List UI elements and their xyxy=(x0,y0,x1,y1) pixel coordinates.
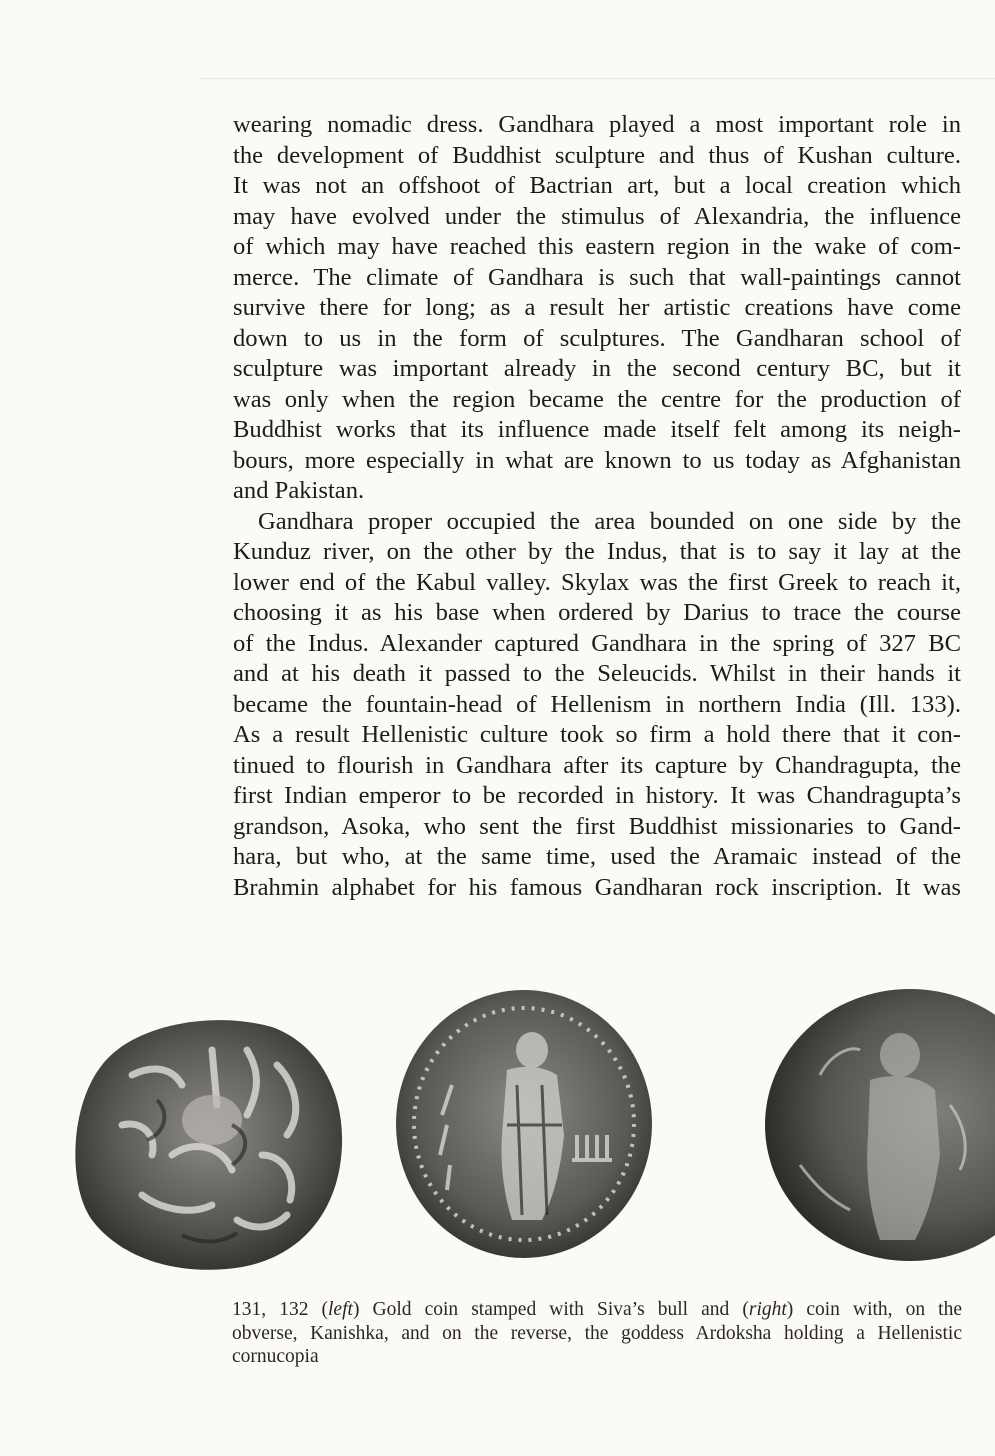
text-line: grandson, Asoka, who sent the first Buddhist missionaries to Gand- xyxy=(233,812,961,840)
coin-illustrations xyxy=(0,985,995,1275)
text-line: became the fountain-head of Hellenism in northern India (Ill. 133). xyxy=(233,690,961,718)
text-line: Buddhist works that its influence made itself felt among its neigh- xyxy=(233,416,961,443)
caption-line-3: cornucopia xyxy=(232,1346,319,1367)
text-line: of which may have reached this eastern region in the wake of com- xyxy=(233,233,961,260)
text-line: may have evolved under the stimulus of Alexandria, the influence xyxy=(233,202,961,230)
text-line: It was not an offshoot of Bactrian art, but a local creation which xyxy=(233,172,961,199)
caption-left-label: left xyxy=(328,1299,353,1320)
text-line: Brahmin alphabet for his famous Gandharan rock inscription. It was xyxy=(233,873,961,901)
text-line: hara, but who, at the same time, used the Aramaic instead of the xyxy=(233,843,961,870)
caption-text: coin with, on the xyxy=(806,1299,962,1320)
paragraph-2 xyxy=(233,507,961,904)
text-line: was only when the region became the centre for the production of xyxy=(233,385,961,413)
text-line: lower end of the Kabul valley. Skylax was the first Greek to reach it, xyxy=(233,568,961,596)
caption-text: Gold coin stamped with Siva’s bull and xyxy=(372,1299,730,1320)
text-line: the development of Buddhist sculpture and thus of Kushan culture. xyxy=(233,141,961,169)
ardoksha-coin-image xyxy=(760,985,995,1265)
text-line: survive there for long; as a result her artistic creations have come xyxy=(233,294,961,321)
text-line: and Pakistan. xyxy=(233,477,365,504)
kanishka-coin-image xyxy=(392,985,657,1263)
text-line: down to us in the form of sculptures. The Gandharan school of xyxy=(233,324,961,352)
text-line: choosing it as his base when ordered by Darius to trace the course xyxy=(233,599,961,626)
text-line: Kunduz river, on the other by the Indus, that is to say it lay at the xyxy=(233,538,961,565)
text-line: and at his death it passed to the Seleucids. Whilst in their hands it xyxy=(233,660,961,687)
text-line: bours, more especially in what are known to us today as Afghanistan xyxy=(233,446,961,474)
text-line: wearing nomadic dress. Gandhara played a most important role in xyxy=(233,111,961,138)
caption-right-label: right xyxy=(748,1299,787,1320)
figure-caption xyxy=(232,1298,962,1369)
caption-line-2: obverse, Kanishka, and on the reverse, the goddess Ardoksha holding a Hellenistic xyxy=(232,1322,962,1344)
caption-line-1: 131, 132 (left) Gold coin stamped with Siva’s bull and (right) coin with, on the xyxy=(232,1299,962,1320)
text-line: merce. The climate of Gandhara is such that wall-paintings cannot xyxy=(233,263,961,291)
main-text xyxy=(233,110,961,903)
text-line: As a result Hellenistic culture took so firm a hold there that it con- xyxy=(233,721,961,748)
text-line: Gandhara proper occupied the area bounded on one side by the xyxy=(258,507,961,535)
paragraph-1 xyxy=(233,110,961,507)
text-line: of the Indus. Alexander captured Gandhara in the spring of 327 BC xyxy=(233,629,961,657)
gold-coin-siva-bull-image xyxy=(62,1005,347,1275)
page-top-rule xyxy=(200,78,995,79)
text-line: tinued to flourish in Gandhara after its capture by Chandragupta, the xyxy=(233,751,961,779)
text-line: sculpture was important already in the second century BC, but it xyxy=(233,355,961,382)
text-line: first Indian emperor to be recorded in history. It was Chandragupta’s xyxy=(233,782,961,809)
caption-figure-numbers: 131, 132 xyxy=(232,1299,309,1320)
